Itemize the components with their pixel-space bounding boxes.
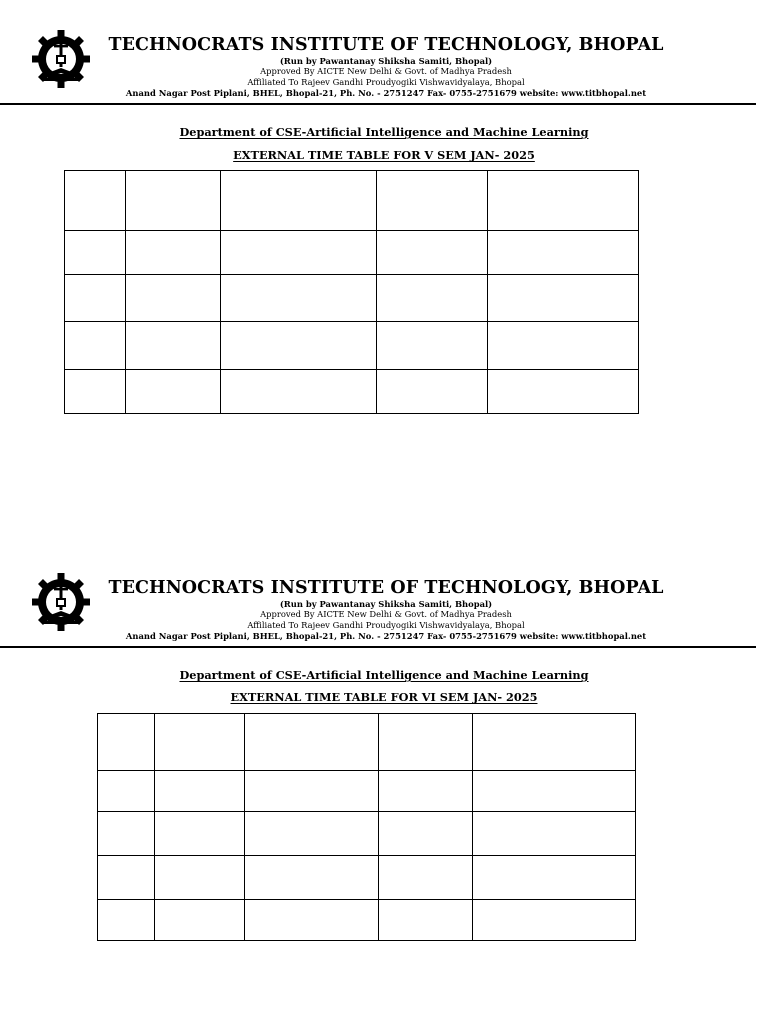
department-heading: Department of CSE-Artificial Intelligence and Machine Learning [179, 125, 589, 139]
timetable-grid [97, 713, 636, 941]
table-row [65, 370, 639, 414]
table-cell [473, 771, 636, 812]
table-cell [98, 900, 155, 941]
institute-name: TECHNOCRATS INSTITUTE OF TECHNOLOGY, BHOPAL [108, 35, 664, 55]
institute-affiliation: Affiliated To Rajeev Gandhi Proudyogiki Vishwavidyalaya, Bhopal [247, 77, 525, 87]
table-cell [221, 275, 377, 322]
table-cell [65, 171, 126, 231]
timetable-grid [64, 170, 639, 414]
table-row [65, 322, 639, 370]
table-cell [221, 231, 377, 275]
table-cell [65, 370, 126, 414]
table-row [98, 771, 636, 812]
table-cell [155, 856, 245, 900]
table-cell [377, 231, 488, 275]
table-cell [377, 171, 488, 231]
table-row [65, 231, 639, 275]
table-cell [98, 856, 155, 900]
table-row [98, 856, 636, 900]
institute-approval: Approved By AICTE New Delhi & Govt. of Madhya Pradesh [260, 66, 512, 76]
table-cell [488, 231, 639, 275]
table-row [65, 275, 639, 322]
table-cell [126, 275, 221, 322]
institute-address: Anand Nagar Post Piplani, BHEL, Bhopal-21, Ph. No. - 2751247 Fax- 0755-2751679 website: www.titbhopal.net [125, 88, 647, 98]
table-cell [245, 900, 379, 941]
timetable-title: EXTERNAL TIME TABLE FOR V SEM JAN- 2025 [233, 148, 535, 162]
header-divider [0, 103, 756, 105]
table-cell [488, 322, 639, 370]
table-header-row [98, 714, 636, 771]
table-cell [379, 714, 473, 771]
table-cell [379, 812, 473, 856]
institute-affiliation: Affiliated To Rajeev Gandhi Proudyogiki Vishwavidyalaya, Bhopal [247, 620, 525, 630]
table-cell [126, 171, 221, 231]
table-cell [379, 771, 473, 812]
table-cell [488, 171, 639, 231]
table-cell [473, 812, 636, 856]
table-cell [98, 812, 155, 856]
table-cell [245, 812, 379, 856]
table-cell [65, 322, 126, 370]
table-cell [377, 322, 488, 370]
table-cell [377, 370, 488, 414]
table-cell [488, 275, 639, 322]
table-cell [155, 714, 245, 771]
header-divider [0, 646, 756, 648]
table-cell [155, 900, 245, 941]
table-cell [379, 856, 473, 900]
table-cell [245, 856, 379, 900]
institute-address: Anand Nagar Post Piplani, BHEL, Bhopal-21, Ph. No. - 2751247 Fax- 0755-2751679 website: www.titbhopal.net [125, 631, 647, 641]
table-cell [155, 771, 245, 812]
table-cell [473, 856, 636, 900]
table-cell [245, 771, 379, 812]
institute-name: TECHNOCRATS INSTITUTE OF TECHNOLOGY, BHOPAL [108, 578, 664, 598]
table-cell [221, 171, 377, 231]
table-cell [155, 812, 245, 856]
table-cell [245, 714, 379, 771]
table-cell [65, 275, 126, 322]
department-heading: Department of CSE-Artificial Intelligence and Machine Learning [179, 668, 589, 682]
table-cell [126, 231, 221, 275]
institute-run-by: (Run by Pawantanay Shiksha Samiti, Bhopal) [279, 56, 493, 66]
table-cell [126, 322, 221, 370]
table-cell [98, 714, 155, 771]
timetable-title: EXTERNAL TIME TABLE FOR VI SEM JAN- 2025 [230, 690, 538, 704]
table-cell [65, 231, 126, 275]
table-cell [379, 900, 473, 941]
table-header-row [65, 171, 639, 231]
table-cell [488, 370, 639, 414]
table-row [98, 900, 636, 941]
table-cell [126, 370, 221, 414]
table-cell [221, 370, 377, 414]
table-cell [473, 714, 636, 771]
table-cell [473, 900, 636, 941]
table-cell [98, 771, 155, 812]
table-row [98, 812, 636, 856]
table-cell [221, 322, 377, 370]
institute-run-by: (Run by Pawantanay Shiksha Samiti, Bhopal) [279, 599, 493, 609]
table-cell [377, 275, 488, 322]
institute-approval: Approved By AICTE New Delhi & Govt. of Madhya Pradesh [260, 609, 512, 619]
